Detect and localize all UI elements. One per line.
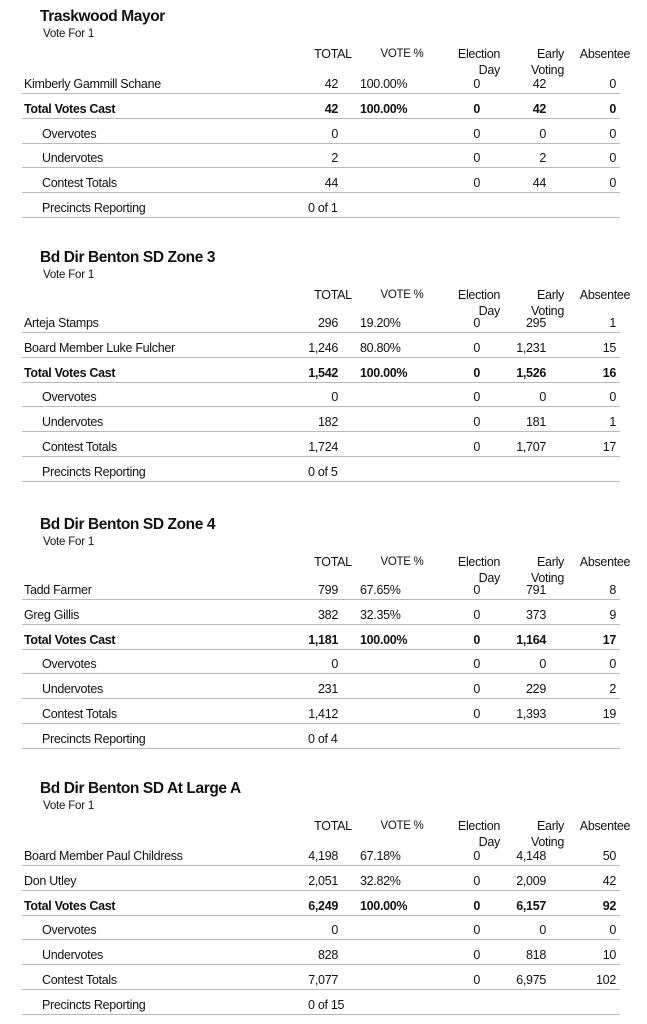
early-voting-votes: 1,393 (516, 707, 546, 721)
contest-title: Bd Dir Benton SD Zone 4 (40, 516, 216, 533)
contest-title: Bd Dir Benton SD At Large A (40, 780, 241, 797)
absentee-votes: 0 (609, 151, 616, 166)
early-voting-votes: 0 (539, 390, 546, 405)
contest-section (0, 249, 647, 489)
header-election-day-line1: Election (457, 47, 500, 61)
precincts-reporting-label: Precincts Reporting (42, 731, 146, 746)
vote-percent: 19.20% (360, 316, 401, 330)
total-votes: 0 (331, 657, 338, 672)
header-early-voting-line1: Early (537, 555, 564, 569)
header-election-day-line1: Election (457, 819, 500, 833)
header-total: TOTAL (314, 555, 352, 569)
early-voting-votes: 818 (526, 948, 546, 963)
absentee-votes: 1 (609, 415, 616, 430)
row-label: Total Votes Cast (24, 632, 116, 647)
result-row (22, 866, 620, 891)
contest-title: Traskwood Mayor (40, 8, 165, 25)
absentee-votes: 0 (609, 176, 616, 191)
early-voting-votes: 2,009 (516, 873, 546, 888)
absentee-votes: 19 (602, 707, 616, 721)
result-row (22, 891, 620, 916)
absentee-votes: 0 (609, 390, 616, 405)
election-day-votes: 0 (473, 973, 480, 987)
precincts-reporting-label: Precincts Reporting (42, 201, 146, 215)
early-voting-votes: 181 (526, 415, 546, 430)
result-row (22, 69, 620, 94)
vote-percent: 100.00% (360, 365, 408, 380)
total-votes: 182 (318, 415, 338, 430)
result-row (22, 308, 620, 333)
vote-percent: 80.80% (360, 340, 401, 355)
result-row (22, 915, 620, 940)
row-label: Overvotes (42, 923, 97, 938)
total-votes: 1,181 (308, 632, 338, 647)
absentee-votes: 10 (602, 948, 616, 963)
result-row (22, 119, 620, 144)
header-absentee: Absentee (579, 819, 631, 833)
header-election-day-line2: Day (478, 571, 500, 585)
total-votes: 0 (331, 126, 338, 141)
absentee-votes: 0 (609, 923, 616, 938)
total-votes: 42 (324, 77, 338, 91)
total-votes: 1,724 (308, 440, 338, 454)
result-row (22, 600, 620, 625)
absentee-votes: 15 (602, 340, 616, 355)
header-absentee: Absentee (579, 555, 631, 569)
election-day-votes: 0 (473, 632, 480, 647)
total-votes: 0 (331, 923, 338, 938)
early-voting-votes: 2 (539, 151, 546, 166)
absentee-votes: 0 (609, 126, 616, 141)
precincts-reporting-label: Precincts Reporting (42, 464, 146, 479)
row-label: Contest Totals (42, 440, 117, 454)
result-row (22, 575, 620, 600)
election-day-votes: 0 (473, 365, 480, 380)
row-label: Overvotes (42, 126, 97, 141)
absentee-votes: 16 (602, 365, 616, 380)
header-vote-percent: VOTE % (380, 556, 424, 568)
early-voting-votes: 4,148 (516, 849, 546, 863)
row-label: Contest Totals (42, 973, 117, 987)
early-voting-votes: 229 (526, 682, 546, 697)
row-label: Contest Totals (42, 707, 117, 721)
header-election-day-line1: Election (457, 288, 500, 302)
header-early-voting-line2: Voting (531, 835, 564, 849)
header-election-day-line2: Day (478, 835, 500, 849)
contest-vote-for: Vote For 1 (43, 269, 95, 281)
early-voting-votes: 42 (532, 77, 546, 91)
contest-vote-for: Vote For 1 (43, 536, 95, 548)
row-label: Overvotes (42, 657, 97, 672)
absentee-votes: 102 (596, 973, 616, 987)
absentee-votes: 0 (609, 77, 616, 91)
election-day-votes: 0 (473, 873, 480, 888)
header-election-day-line2: Day (478, 304, 500, 318)
election-day-votes: 0 (473, 390, 480, 405)
row-label: Total Votes Cast (24, 365, 116, 380)
early-voting-votes: 1,164 (516, 632, 546, 647)
election-day-votes: 0 (473, 126, 480, 141)
absentee-votes: 0 (609, 101, 616, 116)
early-voting-votes: 791 (526, 583, 546, 597)
vote-percent: 100.00% (360, 898, 408, 913)
row-label: Tadd Farmer (24, 583, 92, 597)
result-row (22, 649, 620, 674)
absentee-votes: 8 (609, 583, 616, 597)
early-voting-votes: 0 (539, 126, 546, 141)
row-label: Undervotes (42, 682, 103, 697)
precincts-reporting-value: 0 of 4 (308, 731, 338, 746)
header-early-voting-line1: Early (537, 819, 564, 833)
early-voting-votes: 373 (526, 607, 546, 622)
result-row (22, 965, 620, 990)
vote-percent: 100.00% (360, 101, 408, 116)
precincts-reporting-row (22, 193, 620, 218)
vote-percent: 32.35% (360, 607, 401, 622)
vote-percent: 100.00% (360, 632, 408, 647)
total-votes: 4,198 (308, 849, 338, 863)
contest-vote-for: Vote For 1 (43, 28, 95, 40)
election-day-votes: 0 (473, 440, 480, 454)
absentee-votes: 50 (602, 849, 616, 863)
total-votes: 42 (324, 101, 338, 116)
early-voting-votes: 0 (539, 657, 546, 672)
election-day-votes: 0 (473, 849, 480, 863)
vote-percent: 67.65% (360, 583, 401, 597)
total-votes: 2,051 (308, 873, 338, 888)
result-row (22, 625, 620, 650)
total-votes: 382 (318, 607, 338, 622)
absentee-votes: 2 (609, 682, 616, 697)
header-total: TOTAL (314, 47, 352, 61)
election-day-votes: 0 (473, 607, 480, 622)
absentee-votes: 1 (609, 316, 616, 330)
precincts-reporting-value: 0 of 5 (308, 464, 338, 479)
contest-vote-for: Vote For 1 (43, 800, 95, 812)
total-votes: 828 (318, 948, 338, 963)
early-voting-votes: 1,231 (516, 340, 546, 355)
result-row (22, 699, 620, 724)
election-day-votes: 0 (473, 707, 480, 721)
total-votes: 2 (331, 151, 338, 166)
election-day-votes: 0 (473, 682, 480, 697)
election-day-votes: 0 (473, 923, 480, 938)
early-voting-votes: 44 (532, 176, 546, 191)
result-row (22, 382, 620, 407)
precincts-reporting-row (22, 724, 620, 749)
result-row (22, 333, 620, 358)
precincts-reporting-label: Precincts Reporting (42, 997, 146, 1012)
vote-percent: 32.82% (360, 873, 401, 888)
vote-percent: 67.18% (360, 849, 401, 863)
election-day-votes: 0 (473, 657, 480, 672)
election-day-votes: 0 (473, 151, 480, 166)
election-day-votes: 0 (473, 316, 480, 330)
header-vote-percent: VOTE % (380, 48, 424, 60)
row-label: Total Votes Cast (24, 101, 116, 116)
total-votes: 1,412 (308, 707, 338, 721)
election-day-votes: 0 (473, 101, 480, 116)
election-day-votes: 0 (473, 340, 480, 355)
row-label: Board Member Luke Fulcher (24, 340, 175, 355)
row-label: Contest Totals (42, 176, 117, 191)
election-day-votes: 0 (473, 898, 480, 913)
result-row (22, 432, 620, 457)
row-label: Board Member Paul Childress (24, 849, 183, 863)
contest-section (0, 516, 647, 756)
total-votes: 1,246 (308, 340, 338, 355)
header-vote-percent: VOTE % (380, 820, 424, 832)
early-voting-votes: 295 (526, 316, 546, 330)
total-votes: 1,542 (308, 365, 338, 380)
header-election-day-line2: Day (478, 63, 500, 77)
early-voting-votes: 6,157 (516, 898, 546, 913)
header-early-voting-line2: Voting (531, 304, 564, 318)
total-votes: 44 (324, 176, 338, 191)
total-votes: 6,249 (308, 898, 338, 913)
header-early-voting-line2: Voting (531, 63, 564, 77)
total-votes: 7,077 (308, 973, 338, 987)
row-label: Undervotes (42, 415, 103, 430)
contest-section (0, 780, 647, 1020)
header-early-voting-line1: Early (537, 288, 564, 302)
header-early-voting-line1: Early (537, 47, 564, 61)
election-day-votes: 0 (473, 415, 480, 430)
result-row (22, 841, 620, 866)
result-row (22, 94, 620, 119)
header-vote-percent: VOTE % (380, 289, 424, 301)
election-day-votes: 0 (473, 948, 480, 963)
result-row (22, 168, 620, 193)
early-voting-votes: 0 (539, 923, 546, 938)
election-day-votes: 0 (473, 176, 480, 191)
precincts-reporting-value: 0 of 1 (308, 201, 338, 215)
contest-title: Bd Dir Benton SD Zone 3 (40, 249, 216, 266)
row-label: Total Votes Cast (24, 898, 116, 913)
total-votes: 231 (318, 682, 338, 697)
election-day-votes: 0 (473, 583, 480, 597)
result-row (22, 358, 620, 383)
precincts-reporting-row (22, 990, 620, 1015)
vote-percent: 100.00% (360, 77, 408, 91)
absentee-votes: 0 (609, 657, 616, 672)
header-total: TOTAL (314, 288, 352, 302)
absentee-votes: 9 (609, 607, 616, 622)
row-label: Kimberly Gammill Schane (24, 77, 161, 91)
early-voting-votes: 1,707 (516, 440, 546, 454)
early-voting-votes: 6,975 (516, 973, 546, 987)
precincts-reporting-row (22, 457, 620, 482)
result-row (22, 407, 620, 432)
result-row (22, 940, 620, 965)
absentee-votes: 17 (602, 440, 616, 454)
header-total: TOTAL (314, 819, 352, 833)
election-day-votes: 0 (473, 77, 480, 91)
contest-section (0, 8, 647, 248)
early-voting-votes: 1,526 (516, 365, 546, 380)
header-early-voting-line2: Voting (531, 571, 564, 585)
result-row (22, 674, 620, 699)
row-label: Don Utley (24, 873, 77, 888)
row-label: Greg Gillis (24, 607, 80, 622)
row-label: Overvotes (42, 390, 97, 405)
row-label: Undervotes (42, 948, 103, 963)
absentee-votes: 17 (602, 632, 616, 647)
row-label: Undervotes (42, 151, 103, 166)
early-voting-votes: 42 (532, 101, 546, 116)
row-label: Arteja Stamps (24, 316, 99, 330)
header-election-day-line1: Election (457, 555, 500, 569)
precincts-reporting-value: 0 of 15 (308, 997, 345, 1012)
header-absentee: Absentee (579, 288, 631, 302)
absentee-votes: 92 (602, 898, 616, 913)
header-absentee: Absentee (579, 47, 631, 61)
absentee-votes: 42 (602, 873, 616, 888)
total-votes: 799 (318, 583, 338, 597)
total-votes: 296 (318, 316, 338, 330)
total-votes: 0 (331, 390, 338, 405)
result-row (22, 143, 620, 168)
